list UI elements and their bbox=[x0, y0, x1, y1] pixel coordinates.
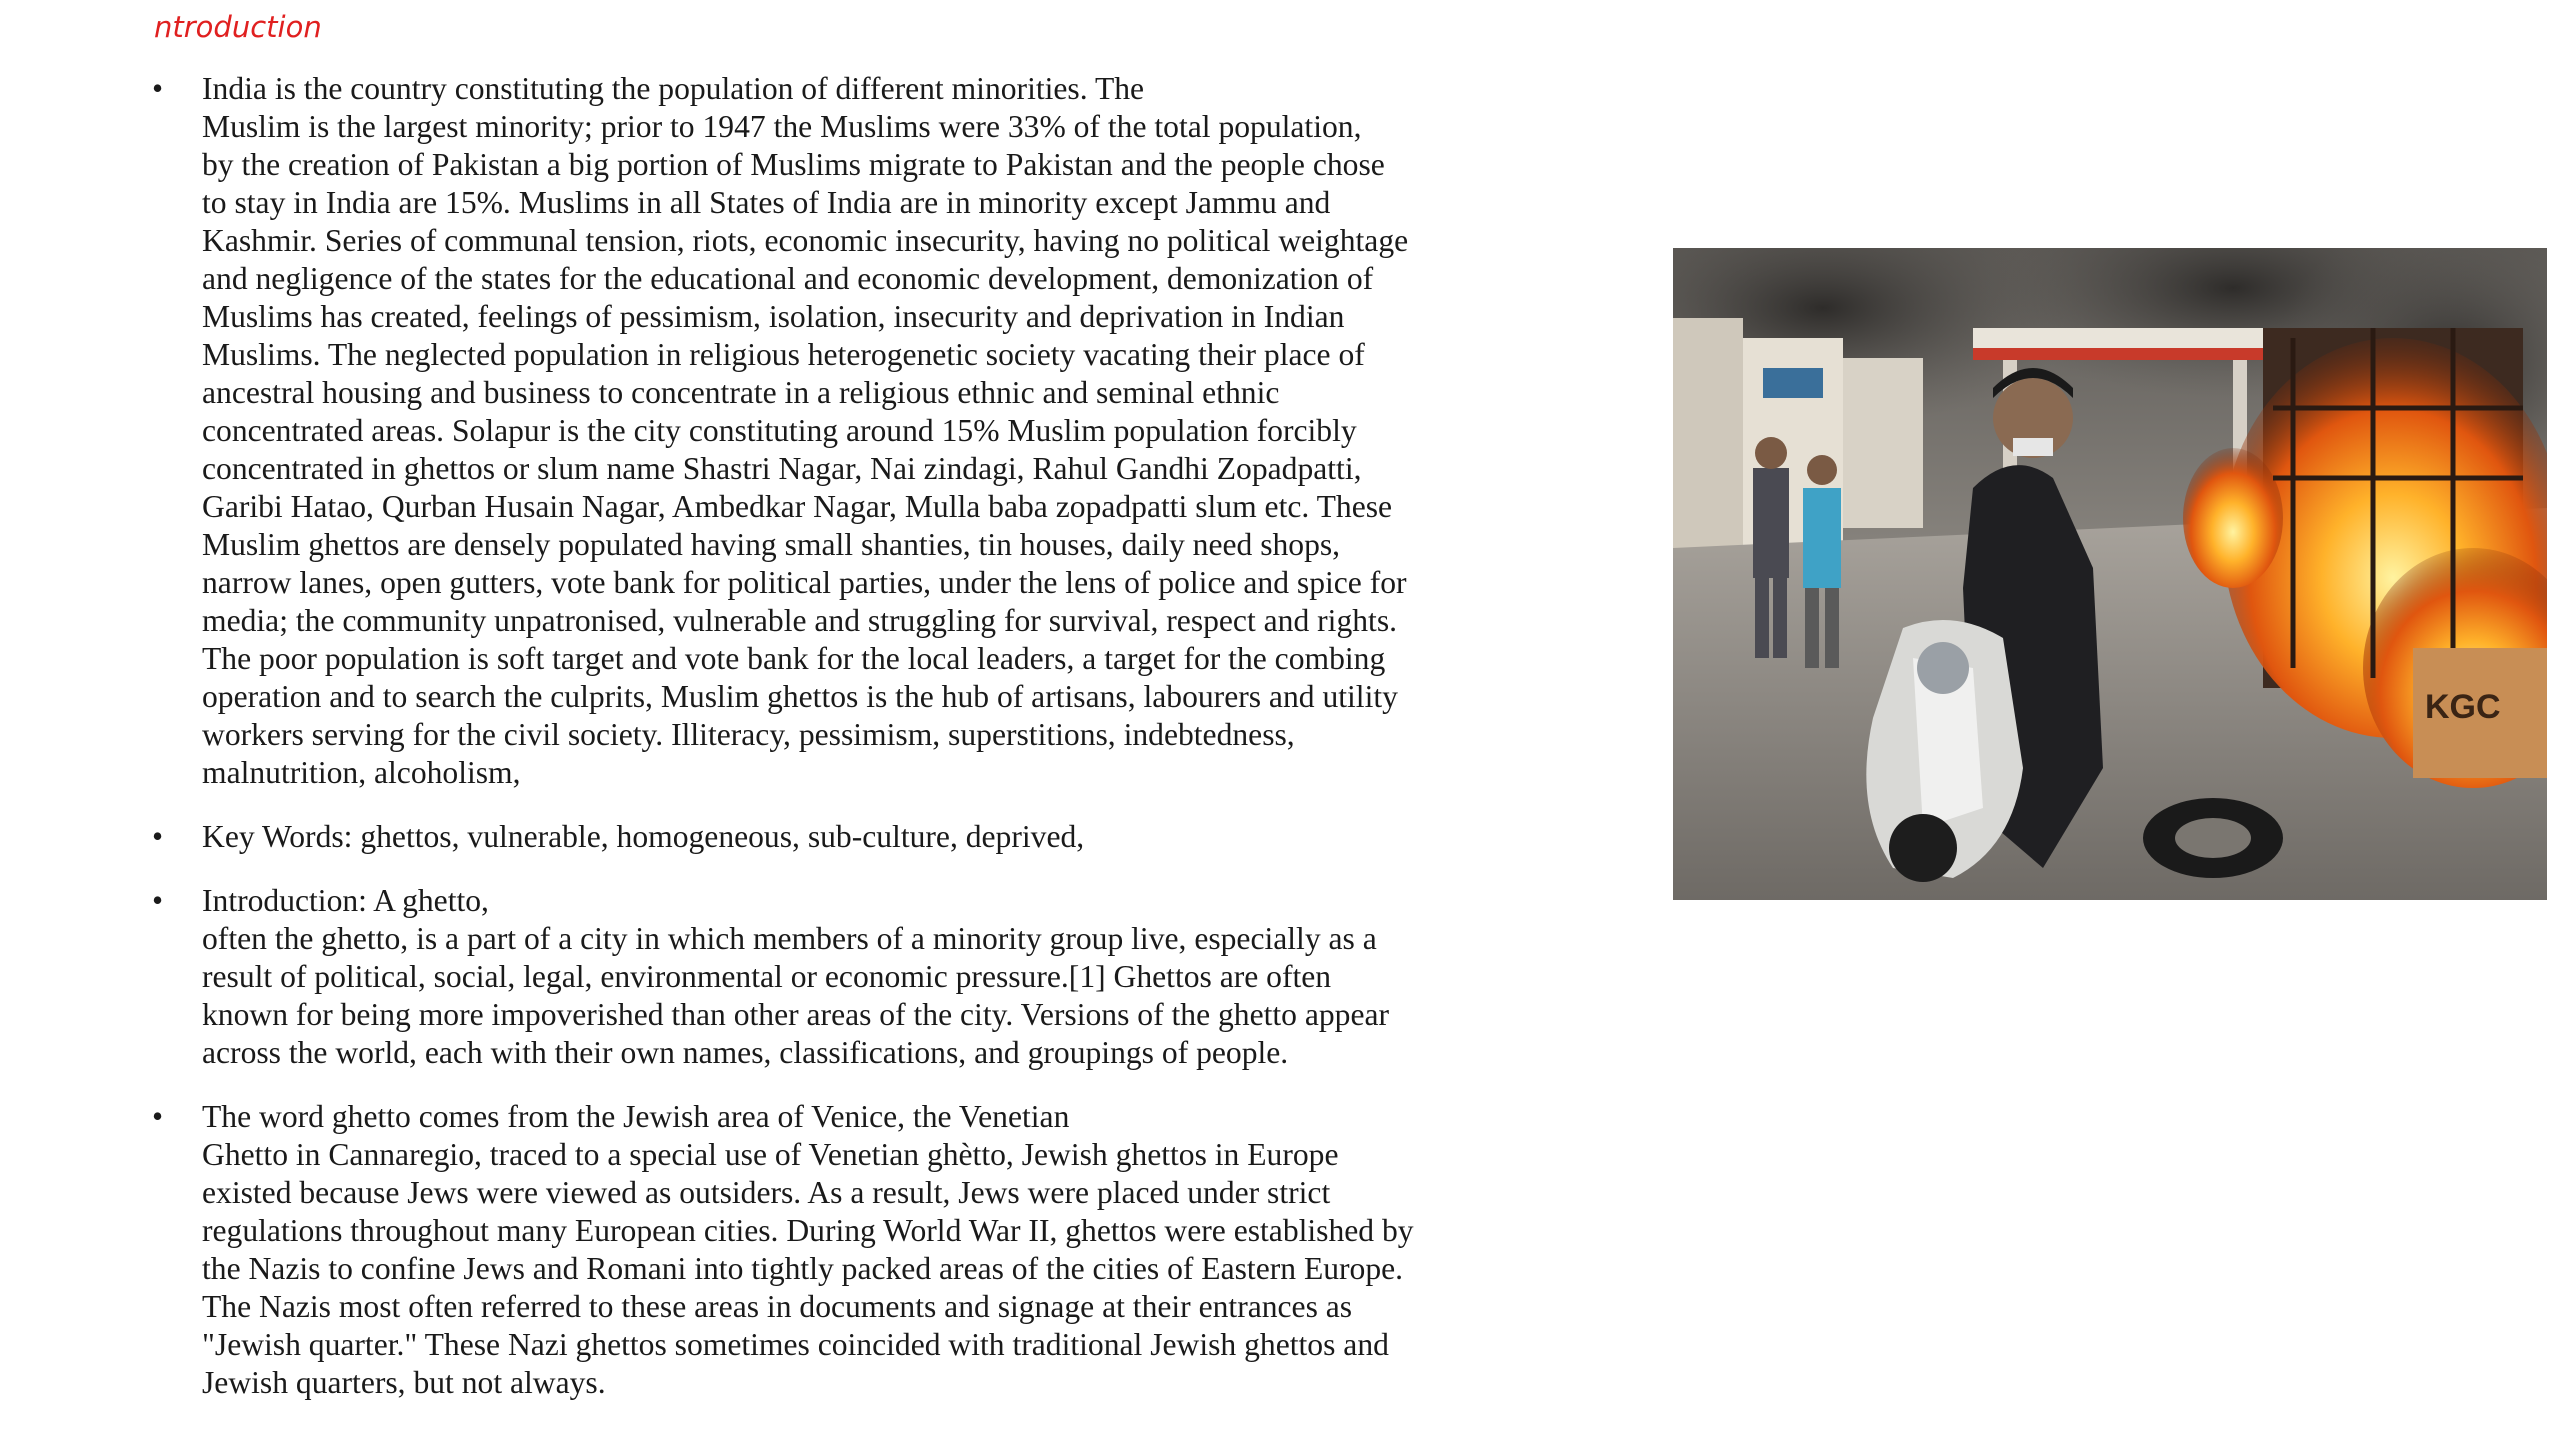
bullet-text: The word ghetto comes from the Jewish area of Venice, the Venetian Ghetto in Cannaregio, traced to a special use of Venetian ghètto, Jewish ghettos in Europe existed because Jews were viewed as outsiders. As a result, Jews were placed under strict regulations throughout many European cities. During World War II, ghettos were established by the Nazis to confine Jews and Romani into tightly packed areas of the cities of Eastern Europe. The Nazis most often referred to these areas in documents and signage at their entrances as "Jewish quarter." These Nazi ghettos sometimes coincided with traditional Jewish ghettos and Jewish quarters, but not always. bbox=[202, 1099, 1414, 1400]
bullet-icon: • bbox=[152, 883, 164, 918]
street-riot-photo-icon bbox=[1673, 248, 2547, 900]
bullet-text: India is the country constituting the population of different minorities. The Muslim is the largest minority; prior to 1947 the Muslims were 33% of the total population, by the creation of Pakistan a big portion of Muslims migrate to Pakistan and the people chose to stay in India are 15%. Muslims in all States of India are in minority except Jammu and Kashmir. Series of communal tension, riots, economic insecurity, having no political weightage and negligence of the states for the educational and economic development, demonization of Muslims has created, feelings of pessimism, isolation, insecurity and deprivation in Indian Muslims. The neglected population in religious heterogenetic society vacating their place of ancestral housing and business to concentrate in a religious ethnic and seminal ethnic concentrated areas. Solapur is the city constituting around 15% Muslim population forcibly concentrated in ghettos or slum name Shastri Nagar, Nai zindagi, Rahul Gandhi Zopadpatti, Garibi Hatao, Qurban Husain Nagar, Ambedkar Nagar, Mulla baba zopadpatti slum etc. These Muslim ghettos are densely populated having small shanties, tin houses, daily need shops, narrow lanes, open gutters, vote bank for political parties, under the lens of police and spice for media; the community unpatronised, vulnerable and struggling for survival, respect and rights. The poor population is soft target and vote bank for the local leaders, a target for the combing operation and to search the culprits, Muslim ghettos is the hub of artisans, labourers and utility workers serving for the civil society. Illiteracy, pessimism, superstitions, indebtedness, malnutrition, alcoholism, bbox=[202, 71, 1409, 790]
bullet-text: Introduction: A ghetto, often the ghetto, is a part of a city in which members of a minority group live, especially as a result of political, social, legal, environmental or economic pressure.[1] Ghettos are often known for being more impoverished than other areas of the city. Versions of the ghetto appear across the world, each with their own names, classifications, and groupings of people. bbox=[202, 883, 1390, 1070]
bullet-item-key-words bbox=[152, 818, 1552, 856]
bullet-text: Key Words: ghettos, vulnerable, homogeneous, sub-culture, deprived, bbox=[202, 819, 1085, 854]
bullet-icon: • bbox=[152, 819, 164, 854]
carton-sign-text: KGC bbox=[2425, 688, 2501, 726]
bullet-item-ghetto-origin bbox=[152, 1098, 1552, 1402]
riot-photo bbox=[1673, 248, 2547, 900]
bullet-icon: • bbox=[152, 1099, 164, 1134]
bullet-list bbox=[152, 70, 1552, 1428]
bullet-icon: • bbox=[152, 71, 164, 106]
bullet-item-intro-paragraph bbox=[152, 70, 1552, 792]
bullet-item-introduction bbox=[152, 882, 1552, 1072]
slide-title: ntroduction bbox=[154, 10, 322, 44]
